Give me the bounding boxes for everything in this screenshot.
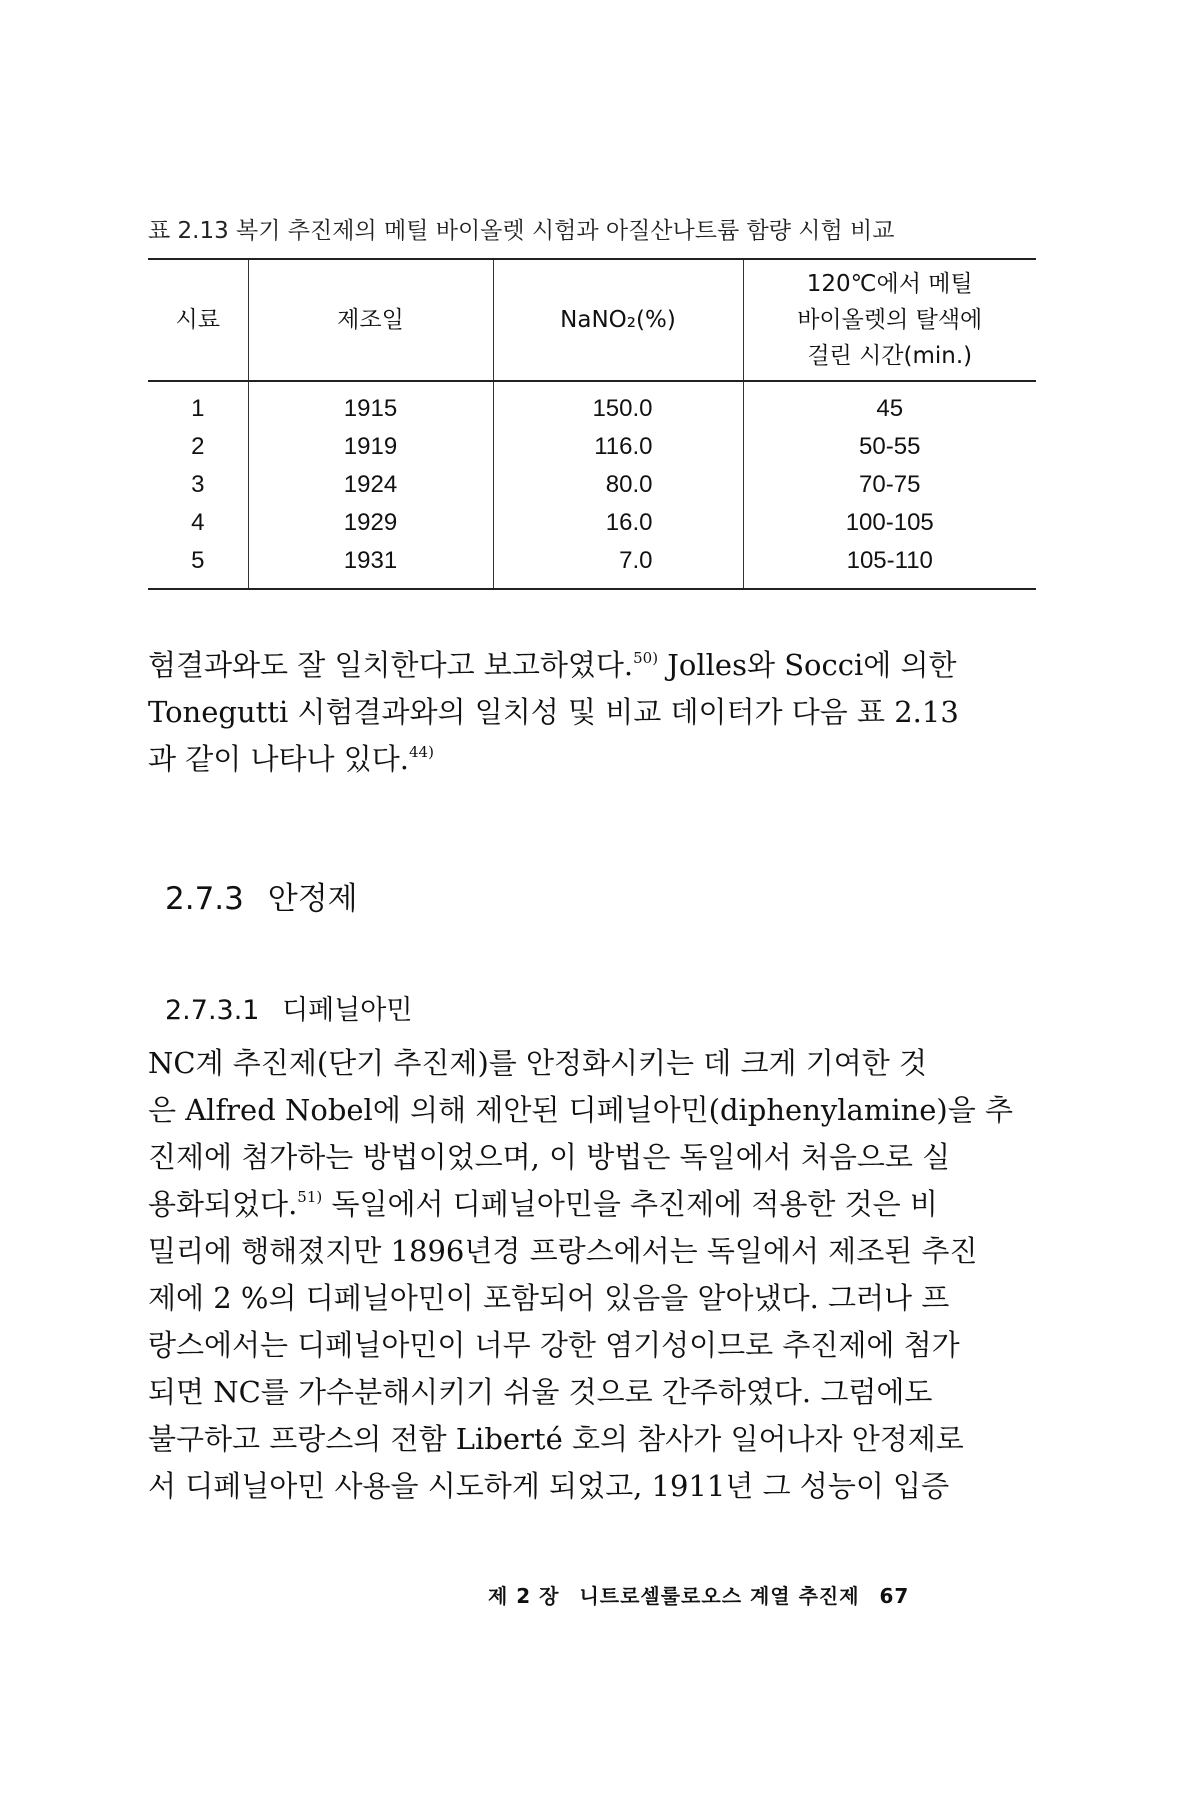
header-decolor-line: 바이올렛의 탈색에 bbox=[797, 307, 983, 333]
text-line: 랑스에서는 디페닐아민이 너무 강한 염기성이므로 추진제에 첨가 bbox=[148, 1328, 960, 1362]
cell-time: 70-75 bbox=[743, 466, 1036, 504]
footnote-ref: 44) bbox=[409, 743, 434, 761]
text-line: 서 디페닐아민 사용을 시도하게 되었고, 1911년 그 성능이 입증 bbox=[148, 1469, 950, 1503]
cell-date: 1919 bbox=[248, 428, 493, 466]
cell-nano2: 16.0 bbox=[493, 504, 743, 542]
page-number: 67 bbox=[879, 1584, 910, 1608]
cell-nano2: 7.0 bbox=[493, 542, 743, 589]
footer-chapter: 제 2 장 bbox=[488, 1584, 560, 1608]
cell-date: 1924 bbox=[248, 466, 493, 504]
table-row bbox=[148, 466, 1036, 504]
header-date: 제조일 bbox=[248, 259, 493, 381]
page-footer bbox=[488, 1580, 921, 1609]
cell-sample: 3 bbox=[191, 471, 205, 498]
cell-nano2: 150.0 bbox=[493, 381, 743, 428]
text-segment: Jolles와 Socci에 의한 bbox=[658, 648, 957, 682]
text-line: 불구하고 프랑스의 전함 Liberté 호의 참사가 일어나자 안정제로 bbox=[148, 1422, 964, 1456]
cell-sample: 2 bbox=[191, 433, 205, 460]
cell-time: 105-110 bbox=[743, 542, 1036, 589]
cell-sample: 4 bbox=[191, 509, 205, 536]
section-number: 2.7.3 bbox=[165, 881, 244, 917]
cell-date: 1931 bbox=[248, 542, 493, 589]
cell-nano2: 116.0 bbox=[493, 428, 743, 466]
footnote-ref: 50) bbox=[633, 649, 659, 667]
text-segment: 용화되었다. bbox=[148, 1187, 298, 1221]
header-decolor-time bbox=[743, 259, 1036, 381]
subsection-title: 디페닐아민 bbox=[282, 995, 413, 1026]
table-row bbox=[148, 542, 1036, 589]
text-line bbox=[148, 642, 1036, 689]
cell-time: 100-105 bbox=[743, 504, 1036, 542]
text-line: NC계 추진제(단기 추진제)를 안정화시키는 데 크게 기여한 것 bbox=[148, 1046, 928, 1080]
text-segment: 험결과와도 잘 일치한다고 보고하였다. bbox=[148, 648, 634, 682]
header-nano2: NaNO₂(%) bbox=[493, 259, 743, 381]
text-segment: 독일에서 디페닐아민을 추진제에 적용한 것은 비 bbox=[322, 1187, 938, 1221]
subsection-heading bbox=[165, 988, 412, 1027]
text-line: Tonegutti 시험결과와의 일치성 및 비교 데이터가 다음 표 2.13 bbox=[148, 695, 959, 729]
cell-nano2: 80.0 bbox=[493, 466, 743, 504]
text-segment: 과 같이 나타나 있다. bbox=[148, 742, 409, 776]
table-row bbox=[148, 428, 1036, 466]
table-caption: 표 2.13 복기 추진제의 메틸 바이올렛 시험과 아질산나트륨 함량 시험 비교 bbox=[148, 218, 895, 244]
footer-title: 니트로셀룰로오스 계열 추진제 bbox=[579, 1584, 860, 1608]
section-heading bbox=[165, 873, 358, 918]
footnote-ref: 51) bbox=[297, 1188, 323, 1206]
subsection-number: 2.7.3.1 bbox=[165, 995, 260, 1026]
text-line: 제에 2 %의 디페닐아민이 포함되어 있음을 알아냈다. 그러나 프 bbox=[148, 1281, 950, 1315]
table-row bbox=[148, 504, 1036, 542]
cell-sample: 1 bbox=[191, 395, 205, 422]
cell-date: 1915 bbox=[248, 381, 493, 428]
text-line: 밀리에 행해졌지만 1896년경 프랑스에서는 독일에서 제조된 추진 bbox=[148, 1234, 978, 1268]
cell-date: 1929 bbox=[248, 504, 493, 542]
text-line bbox=[148, 1181, 1036, 1228]
cell-sample: 5 bbox=[191, 547, 205, 574]
text-line: 진제에 첨가하는 방법이었으며, 이 방법은 독일에서 처음으로 실 bbox=[148, 1140, 951, 1174]
section-title: 안정제 bbox=[267, 881, 358, 917]
header-decolor-line: 120℃에서 메틸 bbox=[806, 271, 973, 297]
text-line: 은 Alfred Nobel에 의해 제안된 디페닐아민(diphenylamine)을 추 bbox=[148, 1093, 1013, 1127]
text-line: 되면 NC를 가수분해시키기 쉬울 것으로 간주하였다. 그럼에도 bbox=[148, 1375, 933, 1409]
data-table bbox=[148, 258, 1036, 590]
cell-time: 45 bbox=[743, 381, 1036, 428]
header-decolor-line: 걸린 시간(min.) bbox=[807, 343, 973, 369]
table-row bbox=[148, 381, 1036, 428]
table-header-row bbox=[148, 259, 1036, 381]
cell-time: 50-55 bbox=[743, 428, 1036, 466]
paragraph-diphenylamine bbox=[148, 1040, 1036, 1510]
header-sample: 시료 bbox=[148, 259, 248, 381]
paragraph-results bbox=[148, 642, 1036, 783]
text-line bbox=[148, 736, 1036, 783]
